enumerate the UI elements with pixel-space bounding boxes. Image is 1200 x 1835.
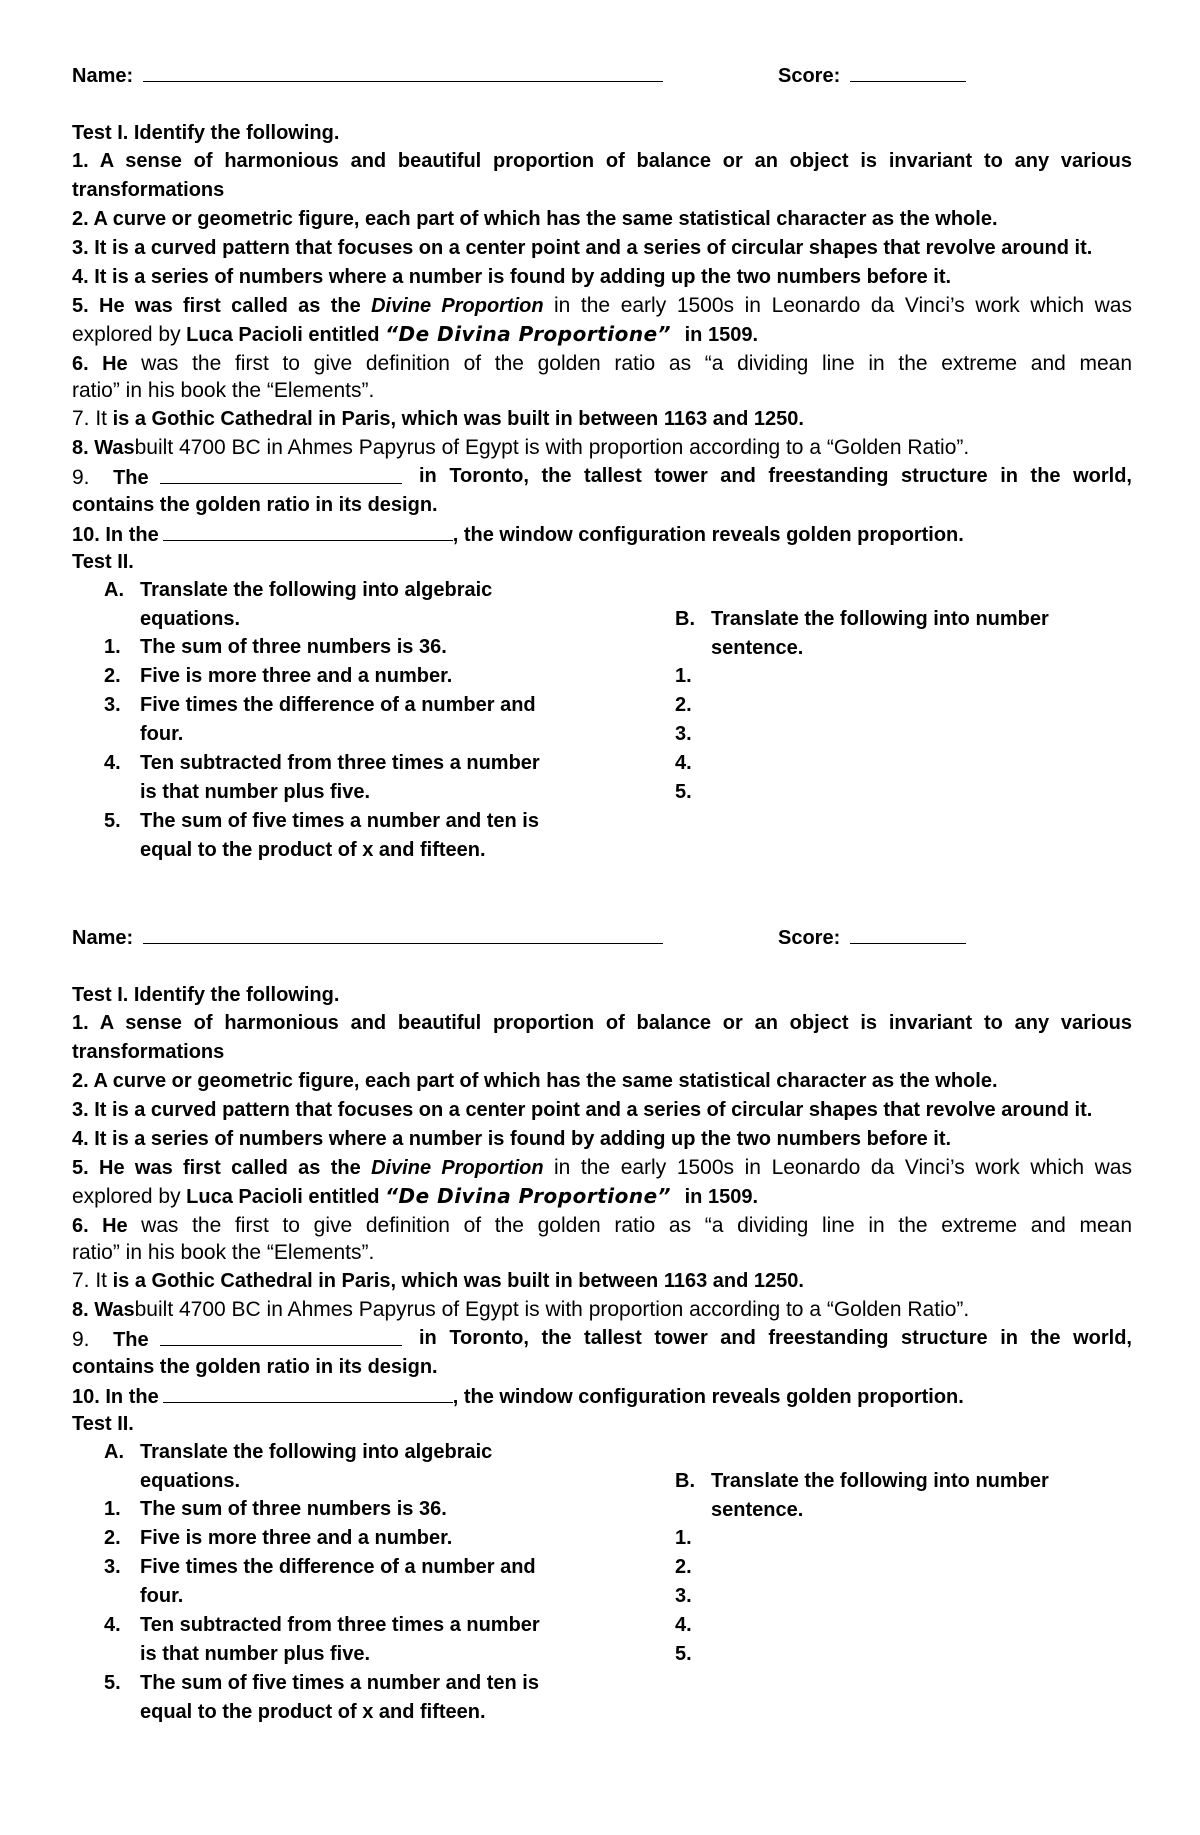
question-3: 3. It is a curved pattern that focuses on a center point and a series of circular shapes that revolve around it. — [72, 237, 1093, 259]
question-6-line2 — [72, 376, 1132, 405]
part-a-item-text: four. — [140, 1585, 184, 1607]
q7-part-a: 7. It — [72, 1269, 108, 1292]
q5-part-a: 5. He was first called as the — [72, 1157, 361, 1179]
q6-part-a: 6. He — [72, 1215, 128, 1237]
part-a-item-text: is that number plus five. — [140, 781, 371, 803]
question-7 — [72, 404, 1132, 433]
q8-part-a: 8. Was — [72, 1299, 135, 1321]
q5-book-title: “De Divina Proportione” — [385, 1184, 672, 1208]
part-b-heading-line2: sentence. — [711, 637, 804, 659]
q5-part-a: 5. He was first called as the — [72, 295, 361, 317]
q5-divine-proportion: Divine Proportion — [371, 295, 544, 317]
name-blank[interactable] — [143, 922, 663, 944]
part-a-item-number: 5. — [104, 810, 121, 832]
part-a-heading-line2: equations. — [140, 1470, 241, 1492]
part-b-answer-number: 3. — [675, 723, 692, 745]
q10-part-a: 10. In the — [72, 524, 159, 546]
q10-answer-blank[interactable] — [163, 519, 453, 541]
question-8 — [72, 433, 1132, 462]
part-a-item-text: The sum of five times a number and ten is — [140, 810, 539, 832]
q9-part-c: in Toronto, the tallest tower and freestanding structure in the world, — [418, 465, 1132, 487]
test1-title: Test I. Identify the following. — [72, 122, 340, 144]
question-1-line2: transformations — [72, 1041, 225, 1063]
question-9-line2: contains the golden ratio in its design. — [72, 494, 438, 516]
question-10 — [72, 519, 1132, 548]
part-a-heading-line2: equations. — [140, 608, 241, 630]
q6-part-c: ratio” in his book the “Elements”. — [72, 379, 375, 402]
question-8 — [72, 1295, 1132, 1324]
part-a-item-text: Five times the difference of a number and — [140, 1556, 536, 1578]
part-b — [675, 605, 1095, 663]
q9-part-b: The — [113, 1329, 149, 1351]
part-a-item-text: is that number plus five. — [140, 1643, 371, 1665]
part-b-heading-line2: sentence. — [711, 1499, 804, 1521]
question-9-line1 — [72, 462, 1132, 491]
part-b-answer-number: 4. — [675, 752, 692, 774]
question-4: 4. It is a series of numbers where a number is found by adding up the two numbers before it. — [72, 266, 952, 288]
question-4: 4. It is a series of numbers where a number is found by adding up the two numbers before it. — [72, 1128, 952, 1150]
q5-part-g: in 1509. — [684, 324, 759, 346]
question-1-line1: 1. A sense of harmonious and beautiful proportion of balance or an object is invariant to any various — [72, 1012, 1132, 1034]
part-b-letter: B. — [675, 1470, 695, 1492]
part-a-item-text: equal to the product of x and fifteen. — [140, 839, 486, 861]
part-a-item-text: equal to the product of x and fifteen. — [140, 1701, 486, 1723]
part-b-answer-number: 2. — [675, 694, 692, 716]
test2-title: Test II. — [72, 1413, 134, 1435]
q7-part-b: is a Gothic Cathedral in Paris, which was built in between 1163 and 1250. — [112, 1270, 804, 1292]
question-9-line1 — [72, 1324, 1132, 1353]
part-a — [104, 576, 524, 634]
header-row — [72, 922, 1132, 951]
part-a-item-text: Five times the difference of a number and — [140, 694, 536, 716]
part-b-answer-number: 2. — [675, 1556, 692, 1578]
part-a-item-number: 2. — [104, 1527, 121, 1549]
q10-part-b: , the window configuration reveals golden proportion. — [452, 1386, 964, 1408]
part-a-item-text: Ten subtracted from three times a number — [140, 752, 540, 774]
part-a-heading-line1: Translate the following into algebraic — [140, 1441, 493, 1463]
part-a-item-number: 5. — [104, 1672, 121, 1694]
q5-part-e: Luca Pacioli entitled — [186, 324, 380, 346]
q9-part-b: The — [113, 467, 149, 489]
q9-part-c: in Toronto, the tallest tower and freestanding structure in the world, — [418, 1327, 1132, 1349]
q6-part-a: 6. He — [72, 353, 128, 375]
q9-answer-blank[interactable] — [160, 1324, 402, 1346]
q5-part-d: explored by — [72, 1185, 181, 1208]
score-label: Score: — [778, 65, 841, 87]
question-5-line1 — [72, 291, 1132, 320]
question-2: 2. A curve or geometric figure, each part of which has the same statistical character as the whole. — [72, 208, 998, 230]
part-a — [104, 1438, 524, 1496]
question-5-line2 — [72, 1182, 1132, 1211]
part-b-answer-number: 5. — [675, 781, 692, 803]
question-1-line2: transformations — [72, 179, 225, 201]
score-blank[interactable] — [850, 60, 966, 82]
part-a-item-number: 4. — [104, 1614, 121, 1636]
part-b-answer-number: 1. — [675, 1527, 692, 1549]
name-label: Name: — [72, 927, 134, 949]
q9-part-a: 9. — [72, 1328, 90, 1351]
q7-part-a: 7. It — [72, 407, 108, 430]
question-6-line2 — [72, 1238, 1132, 1267]
part-a-item-text: Five is more three and a number. — [140, 1527, 453, 1549]
question-7 — [72, 1266, 1132, 1295]
part-a-item-text: The sum of five times a number and ten is — [140, 1672, 539, 1694]
part-a-item-text: Five is more three and a number. — [140, 665, 453, 687]
part-b-heading-line1: Translate the following into number — [711, 1470, 1049, 1492]
q5-book-title: “De Divina Proportione” — [385, 322, 672, 346]
header-row — [72, 60, 1132, 89]
q5-part-d: explored by — [72, 323, 181, 346]
q8-part-b: built 4700 BC in Ahmes Papyrus of Egypt is with proportion according to a “Golden Ratio”. — [134, 436, 970, 459]
q10-answer-blank[interactable] — [163, 1381, 453, 1403]
part-b-answer-number: 3. — [675, 1585, 692, 1607]
q6-part-c: ratio” in his book the “Elements”. — [72, 1241, 375, 1264]
part-a-item-number: 2. — [104, 665, 121, 687]
q8-part-b: built 4700 BC in Ahmes Papyrus of Egypt is with proportion according to a “Golden Ratio”. — [134, 1298, 970, 1321]
part-b-letter: B. — [675, 608, 695, 630]
test2-title: Test II. — [72, 551, 134, 573]
part-a-item-number: 4. — [104, 752, 121, 774]
part-a-item-number: 1. — [104, 636, 121, 658]
question-2: 2. A curve or geometric figure, each part of which has the same statistical character as the whole. — [72, 1070, 998, 1092]
part-b — [675, 1467, 1095, 1525]
question-5-line1 — [72, 1153, 1132, 1182]
part-a-item-number: 1. — [104, 1498, 121, 1520]
question-1-line1: 1. A sense of harmonious and beautiful proportion of balance or an object is invariant to any various — [72, 150, 1132, 172]
q5-part-c: in the early 1500s in Leonardo da Vinci’s work which was — [553, 1156, 1132, 1179]
test1-title: Test I. Identify the following. — [72, 984, 340, 1006]
part-a-item-text: Ten subtracted from three times a number — [140, 1614, 540, 1636]
name-blank[interactable] — [143, 60, 663, 82]
q6-part-b: was the first to give definition of the golden ratio as “a dividing line in the extreme and mean — [141, 352, 1133, 375]
part-a-letter: A. — [104, 1441, 124, 1463]
part-a-item-text: four. — [140, 723, 184, 745]
question-10 — [72, 1381, 1132, 1410]
q5-part-e: Luca Pacioli entitled — [186, 1186, 380, 1208]
q8-part-a: 8. Was — [72, 437, 135, 459]
q9-answer-blank[interactable] — [160, 462, 402, 484]
part-b-answer-number: 5. — [675, 1643, 692, 1665]
q5-part-g: in 1509. — [684, 1186, 759, 1208]
part-b-answer-number: 1. — [675, 665, 692, 687]
question-3: 3. It is a curved pattern that focuses on a center point and a series of circular shapes that revolve around it. — [72, 1099, 1093, 1121]
q6-part-b: was the first to give definition of the golden ratio as “a dividing line in the extreme and mean — [141, 1214, 1133, 1237]
part-b-answer-number: 4. — [675, 1614, 692, 1636]
part-a-letter: A. — [104, 579, 124, 601]
question-9-line2: contains the golden ratio in its design. — [72, 1356, 438, 1378]
question-6-line1 — [72, 349, 1132, 378]
q10-part-a: 10. In the — [72, 1386, 159, 1408]
part-a-item-text: The sum of three numbers is 36. — [140, 1498, 447, 1520]
part-a-item-number: 3. — [104, 694, 121, 716]
question-6-line1 — [72, 1211, 1132, 1240]
q9-part-a: 9. — [72, 466, 90, 489]
part-b-heading-line1: Translate the following into number — [711, 608, 1049, 630]
name-label: Name: — [72, 65, 134, 87]
question-5-line2 — [72, 320, 1132, 349]
part-a-item-number: 3. — [104, 1556, 121, 1578]
part-a-item-text: The sum of three numbers is 36. — [140, 636, 447, 658]
q5-divine-proportion: Divine Proportion — [371, 1157, 544, 1179]
score-label: Score: — [778, 927, 841, 949]
q7-part-b: is a Gothic Cathedral in Paris, which was built in between 1163 and 1250. — [112, 408, 804, 430]
score-blank[interactable] — [850, 922, 966, 944]
q5-part-c: in the early 1500s in Leonardo da Vinci’s work which was — [553, 294, 1132, 317]
part-a-heading-line1: Translate the following into algebraic — [140, 579, 493, 601]
q10-part-b: , the window configuration reveals golden proportion. — [452, 524, 964, 546]
